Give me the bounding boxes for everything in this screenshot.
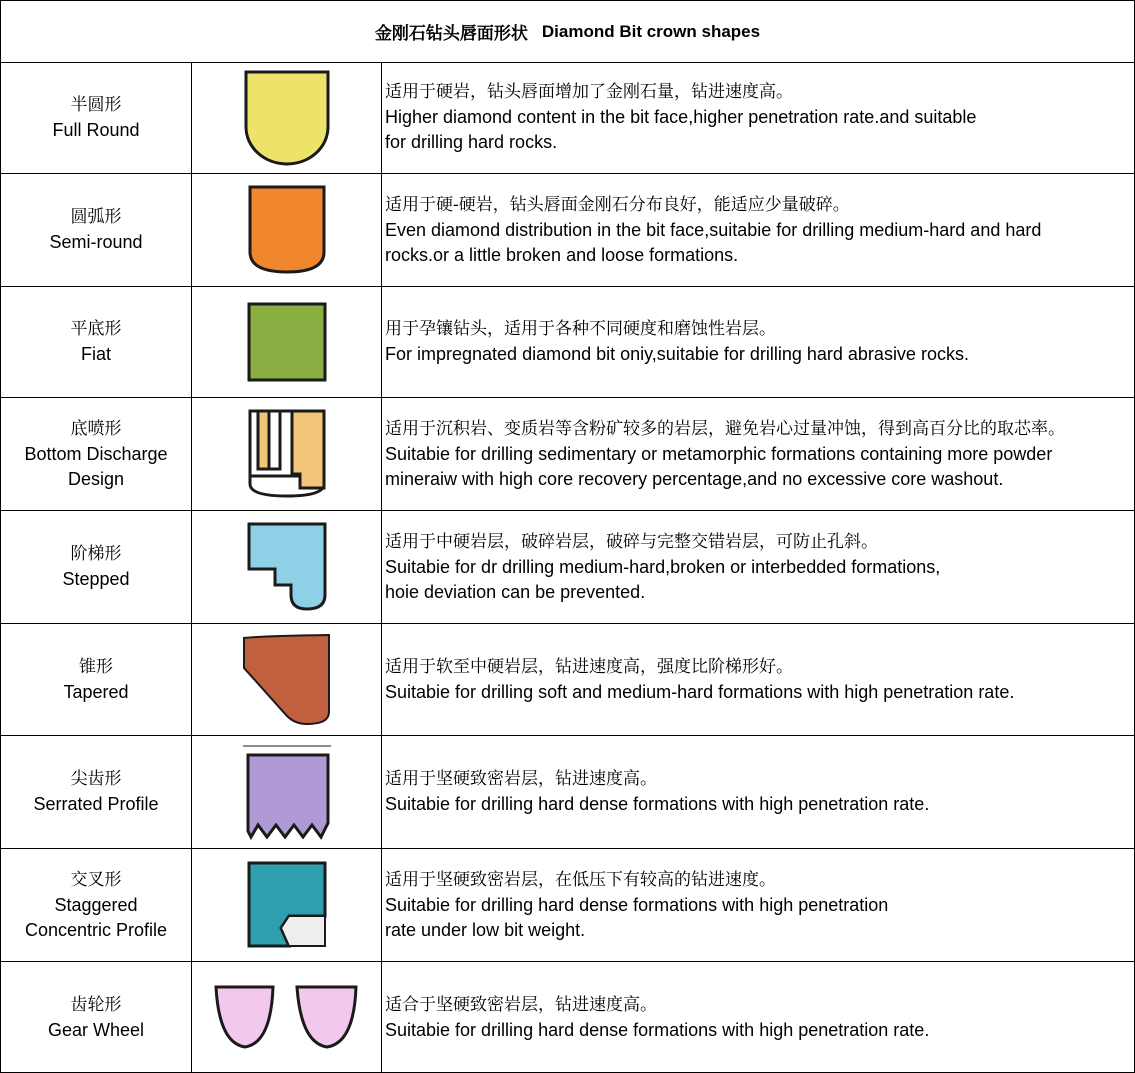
shape-name-cn: 尖齿形 [70,769,122,789]
table-row [1,174,1134,287]
description-en: Suitabie for drilling hard dense formations with high penetration rate. [385,1019,930,1040]
serrated-shape-icon [241,743,333,841]
shape-name-cell [1,398,192,510]
title-en: Diamond Bit crown shapes [541,21,761,41]
description-cell [382,849,1134,961]
shape-name-cn: 齿轮形 [70,994,122,1015]
description-en: Suitabie for drilling soft and medium-hard formations with high penetration rate. [385,681,1015,702]
description-cn: 用于孕镶钻头，适用于各种不同硬度和磨蚀性岩层。 [385,319,776,339]
description-cell [382,287,1134,397]
shape-name-en: Tapered [63,681,129,702]
description-en: For impregnated diamond bit oniy,suitabie for drilling hard abrasive rocks. [385,344,969,364]
description-cell [382,962,1134,1073]
description-cell [382,174,1134,286]
title-cn: 金刚石钻头唇面形状 [374,24,528,44]
table-row [1,624,1134,736]
shape-name-en: Stepped [62,569,130,589]
shape-name-en: Serrated Profile [33,794,159,814]
shape-name-cell [1,736,192,848]
shape-image-cell [192,398,382,510]
shape-name-cn: 交叉形 [70,869,122,890]
description-cell [382,62,1134,173]
shape-name-cell [1,174,192,286]
shape-image-cell [192,962,382,1073]
shape-image-cell [192,624,382,735]
tapered-shape-icon [241,632,333,728]
table-row [1,62,1134,174]
shape-name-en: Staggered Concentric Profile [24,894,168,940]
full-round-shape-icon [242,69,332,167]
table-row [1,849,1134,962]
description-cell [382,398,1134,510]
description-en: Suitabie for drilling hard dense formations with high penetration rate under low bit weight. [385,894,889,940]
description-cn: 适用于硬-硬岩，钻头唇面金刚石分布良好，能适应少量破碎。 [385,194,850,215]
description-cn: 适合于坚硬致密岩层，钻进速度高。 [385,994,657,1015]
shape-name-cell [1,511,192,623]
shape-name-en: Gear Wheel [47,1019,145,1040]
description-cn: 适用于坚硬致密岩层，钻进速度高。 [385,769,657,789]
description-en: Suitabie for drilling sedimentary or metamorphic formations containing more powder mineraiw with high core recovery percentage,and no excessive core washout. [385,443,1053,489]
shape-image-cell [192,511,382,623]
description-en: Suitabie for dr drilling medium-hard,broken or interbedded formations, hoie deviation can be prevented. [385,556,941,602]
table-row [1,511,1134,624]
shape-name-cn: 底喷形 [70,418,122,439]
description-cn: 适用于软至中硬岩层，钻进速度高，强度比阶梯形好。 [385,656,793,677]
shape-image-cell [192,62,382,173]
flat-shape-icon [246,301,328,383]
stepped-shape-icon [245,521,329,613]
description-cell [382,511,1134,623]
table-row [1,962,1134,1073]
description-en: Even diamond distribution in the bit face,suitabie for drilling medium-hard and hard rocks.or a little broken and loose formations. [385,219,1042,265]
shape-name-en: Bottom Discharge Design [24,443,168,489]
gear-wheel-shape-icon [213,983,361,1053]
shape-name-cell [1,962,192,1073]
description-cn: 适用于沉积岩、变质岩等含粉矿较多的岩层，避免岩心过量冲蚀，得到高百分比的取芯率。 [385,418,1065,439]
shape-name-cell [1,849,192,961]
shape-name-cell [1,624,192,735]
table-row [1,398,1134,511]
table-row [1,736,1134,849]
shape-name-cell [1,62,192,173]
description-cell [382,624,1134,735]
shape-name-en: Semi-round [49,232,143,252]
shape-name-en: Fiat [80,344,111,364]
table-row [1,287,1134,398]
description-cn: 适用于中硬岩层，破碎岩层，破碎与完整交错岩层，可防止孔斜。 [385,531,878,552]
staggered-shape-icon [245,860,329,950]
shape-name-cn: 半圆形 [70,94,122,115]
shape-name-cn: 锥形 [79,656,113,677]
shape-image-cell [192,287,382,397]
description-en: Higher diamond content in the bit face,higher penetration rate.and suitable for drilling hard rocks. [385,107,977,152]
shape-name-cell [1,287,192,397]
semi-round-shape-icon [246,184,328,276]
description-cell [382,736,1134,848]
description-cn: 适用于硬岩，钻头唇面增加了金刚石量，钻进速度高。 [385,82,793,102]
description-cn: 适用于坚硬致密岩层，在低压下有较高的钻进速度。 [385,869,776,890]
table-title [1,1,1134,63]
shape-image-cell [192,849,382,961]
shape-image-cell [192,736,382,848]
description-en: Suitabie for drilling hard dense formations with high penetration rate. [385,794,930,814]
shape-image-cell [192,174,382,286]
shape-name-en: Full Round [52,119,140,140]
shape-name-cn: 阶梯形 [70,544,122,564]
bottom-discharge-shape-icon [246,408,328,500]
shape-name-cn: 平底形 [70,319,122,339]
shape-name-cn: 圆弧形 [70,207,122,227]
